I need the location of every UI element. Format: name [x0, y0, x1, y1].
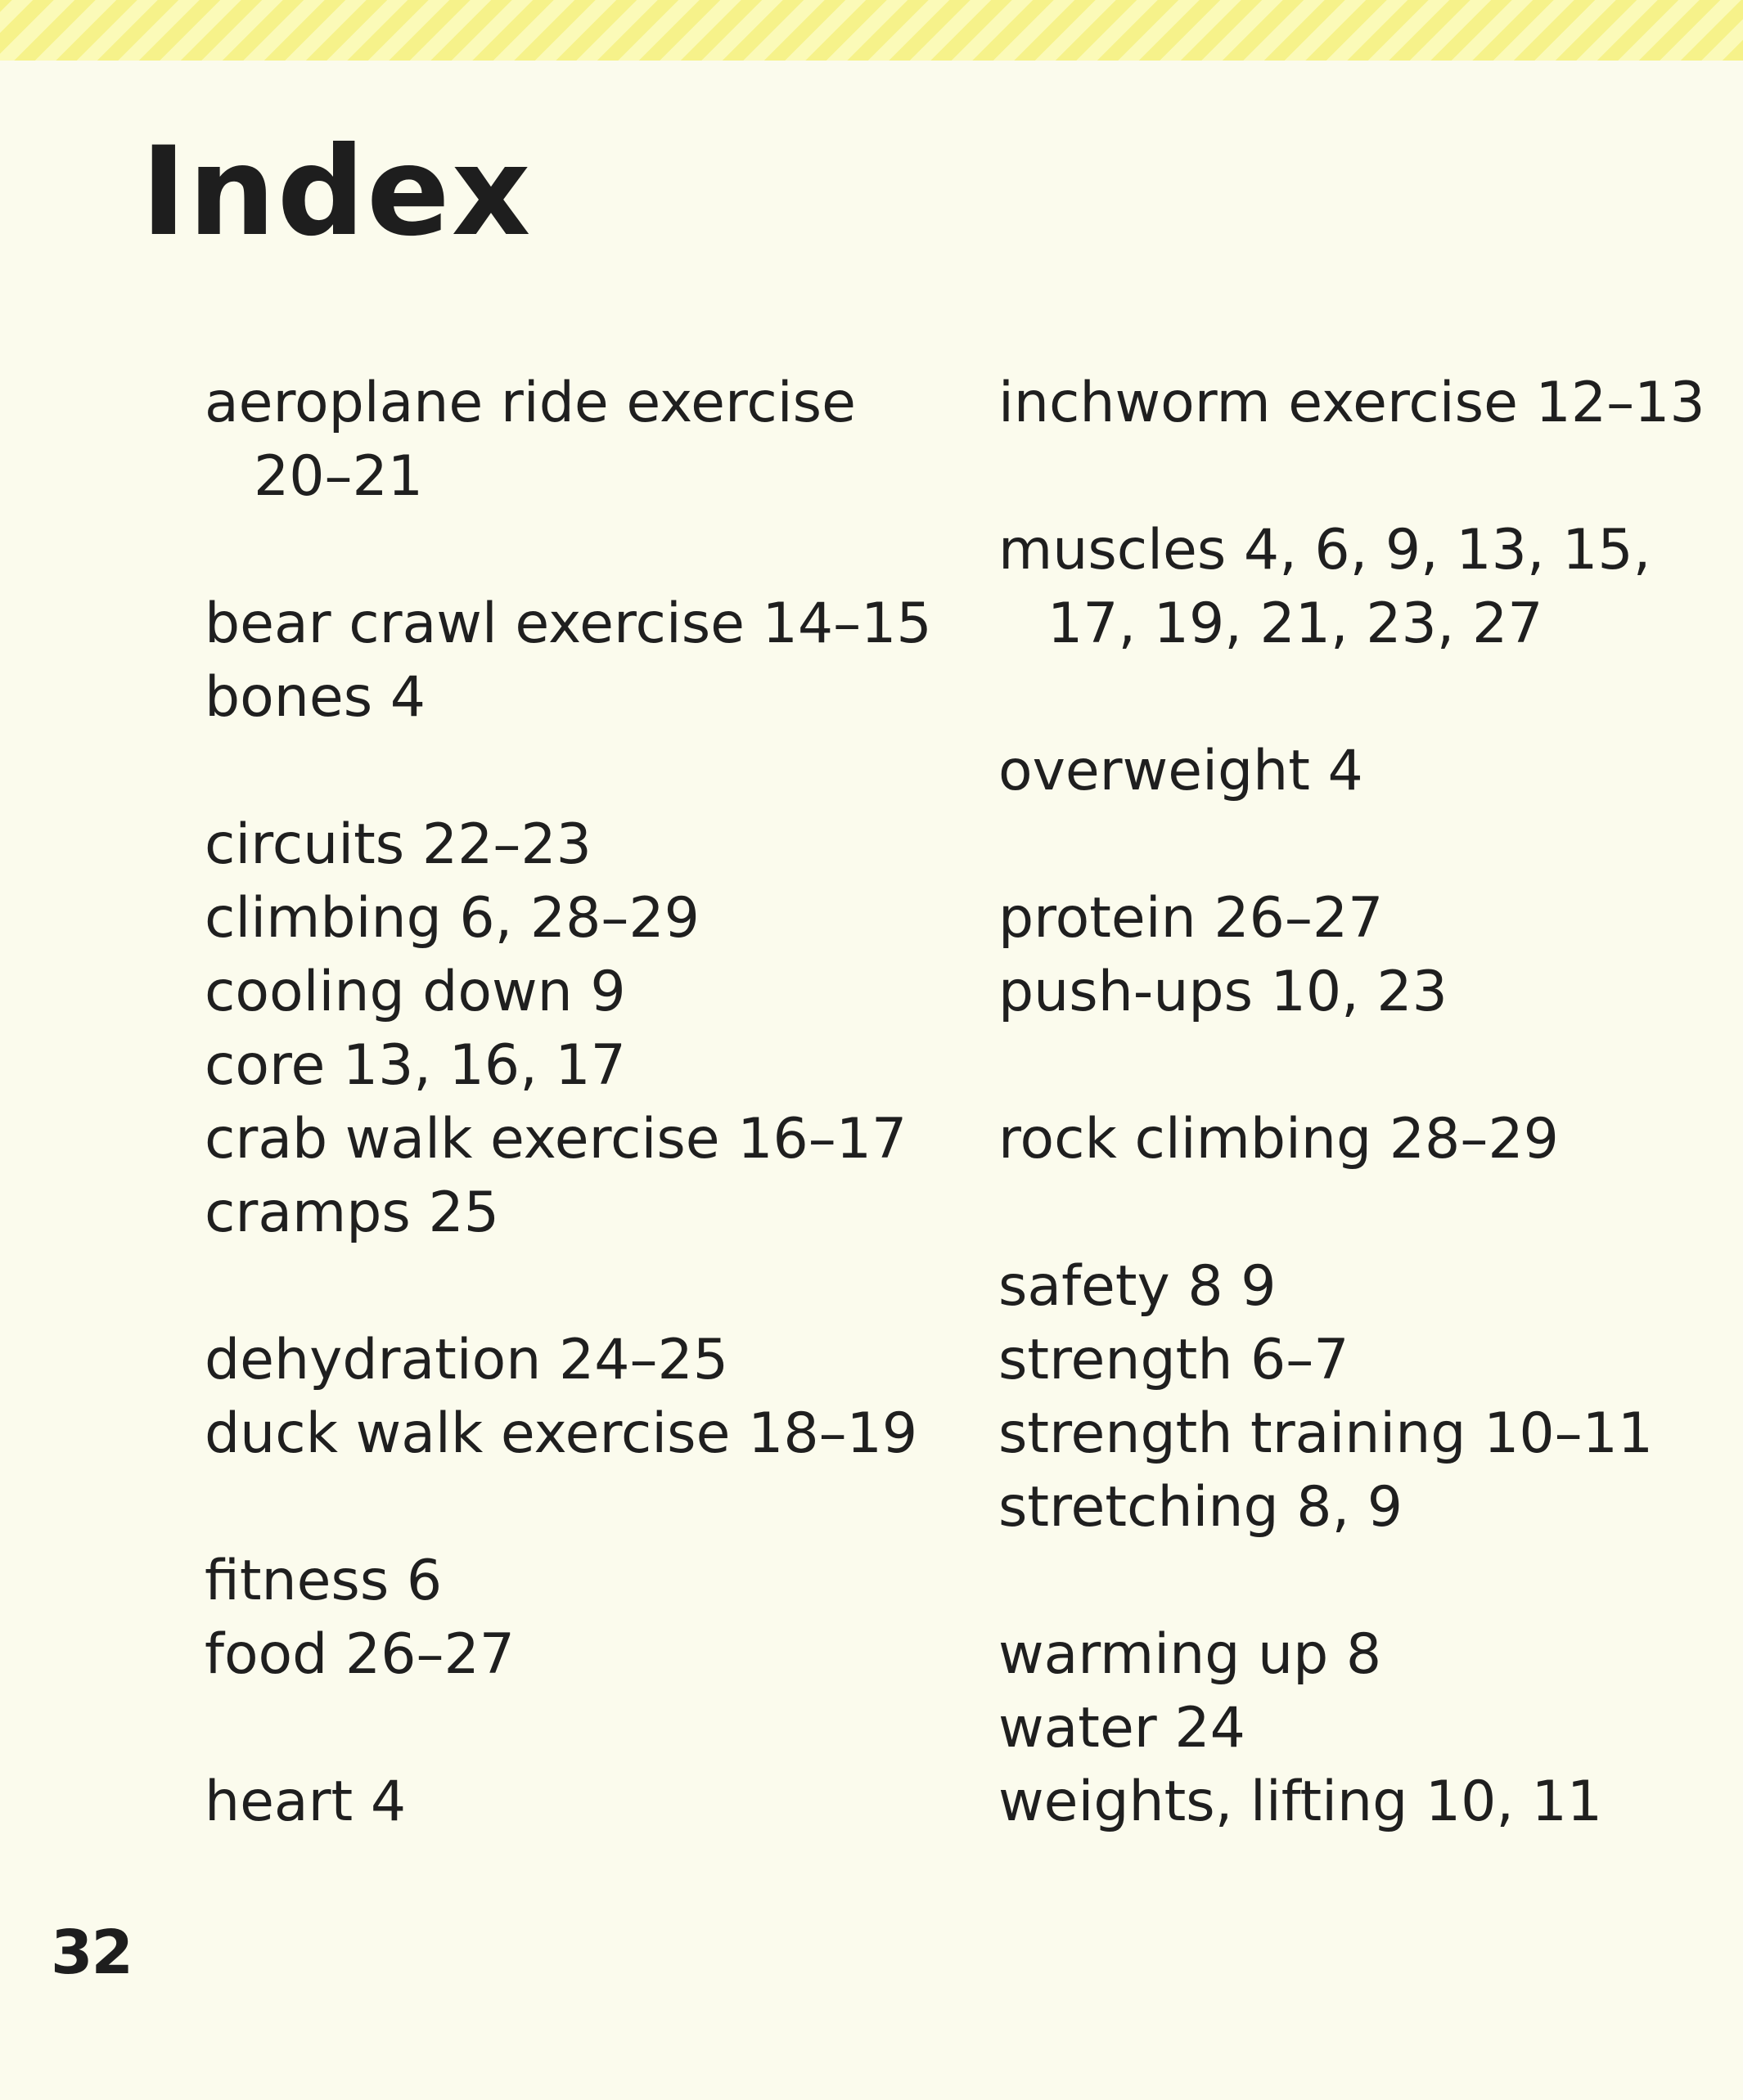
index-entry: inchworm exercise 12–13	[998, 371, 1705, 435]
index-entry: strength training 10–11	[998, 1401, 1654, 1466]
index-entry: push-ups 10, 23	[998, 960, 1448, 1024]
index-entry: dehydration 24–25	[205, 1328, 729, 1392]
index-entry: cooling down 9	[205, 960, 626, 1024]
index-entry: overweight 4	[998, 739, 1363, 803]
index-column-left	[205, 366, 941, 1839]
index-entry: water 24	[998, 1696, 1245, 1760]
page-title: Index	[141, 121, 533, 263]
index-entry: protein 26–27	[998, 886, 1384, 951]
index-column-right	[998, 366, 1735, 1839]
index-entry: crab walk exercise 16–17	[205, 1107, 908, 1171]
index-entry: circuits 22–23	[205, 812, 592, 877]
index-entry: core 13, 16, 17	[205, 1033, 626, 1098]
index-entry: bear crawl exercise 14–15	[205, 591, 932, 656]
index-entry: rock climbing 28–29	[998, 1107, 1559, 1171]
index-entry: climbing 6, 28–29	[205, 886, 700, 951]
index-entry: duck walk exercise 18–19	[205, 1401, 918, 1466]
index-entry: safety 8 9	[998, 1254, 1277, 1319]
index-entry: aeroplane ride exercise 20–21	[205, 371, 856, 509]
index-entry: muscles 4, 6, 9, 13, 15, 17, 19, 21, 23, 27	[998, 518, 1651, 656]
index-entry: food 26–27	[205, 1622, 515, 1687]
page-number: 32	[51, 1918, 132, 1988]
index-entry: bones 4	[205, 665, 426, 730]
index-entry: fitness 6	[205, 1549, 443, 1613]
index-entry: heart 4	[205, 1769, 407, 1834]
decorative-stripe-band	[0, 0, 1743, 61]
index-entry: stretching 8, 9	[998, 1475, 1403, 1540]
index-entry: strength 6–7	[998, 1328, 1349, 1392]
index-entry: weights, lifting 10, 11	[998, 1769, 1603, 1834]
index-entry: cramps 25	[205, 1180, 499, 1245]
index-entry: warming up 8	[998, 1622, 1382, 1687]
